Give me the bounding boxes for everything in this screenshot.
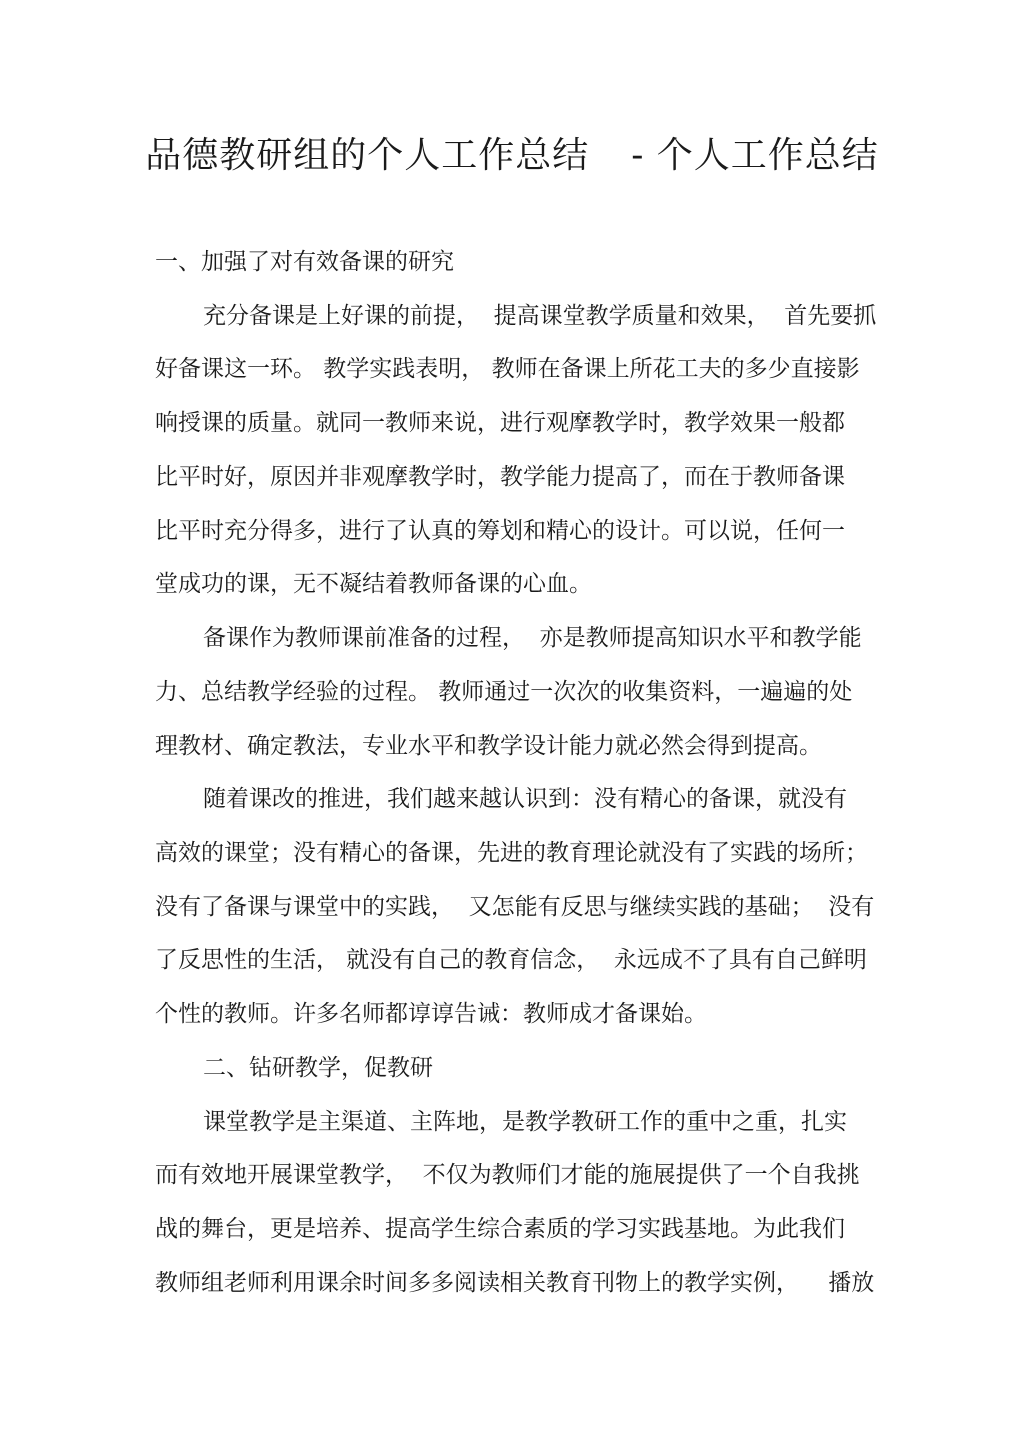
document-title bbox=[0, 128, 1024, 184]
section-heading-1: 一、加强了对有效备课的研究 bbox=[155, 249, 454, 275]
text-line: 好备课这一环。 教学实践表明， 教师在备课上所花工夫的多少直接影 bbox=[155, 356, 860, 382]
text-line: 没有了备课与课堂中的实践， 又怎能有反思与继续实践的基础； 没有 bbox=[155, 894, 875, 920]
text-line: 战的舞台，更是培养、提高学生综合素质的学习实践基地。为此我们 bbox=[155, 1216, 845, 1242]
text-line: 高效的课堂；没有精心的备课，先进的教育理论就没有了实践的场所； bbox=[155, 840, 868, 866]
text-line: 而有效地开展课堂教学， 不仅为教师们才能的施展提供了一个自我挑 bbox=[155, 1162, 860, 1188]
text-line: 比平时充分得多，进行了认真的筹划和精心的设计。可以说，任何一 bbox=[155, 518, 845, 544]
text-line: 教师组老师利用课余时间多多阅读相关教育刊物上的教学实例， 播放 bbox=[155, 1270, 875, 1296]
text-line: 随着课改的推进，我们越来越认识到：没有精心的备课，就没有 bbox=[203, 786, 847, 812]
title-main: 品德教研组的个人工作总结 bbox=[145, 135, 590, 176]
text-line: 力、总结教学经验的过程。 教师通过一次次的收集资料，一遍遍的处 bbox=[155, 679, 853, 705]
text-line: 比平时好，原因并非观摩教学时，教学能力提高了，而在于教师备课 bbox=[155, 464, 845, 490]
text-line: 了反思性的生活， 就没有自己的教育信念， 永远成不了具有自己鲜明 bbox=[155, 947, 867, 973]
text-line: 课堂教学是主渠道、主阵地，是教学教研工作的重中之重，扎实 bbox=[203, 1109, 847, 1135]
text-line: 备课作为教师课前准备的过程， 亦是教师提高知识水平和教学能 bbox=[203, 625, 862, 651]
section-heading-2: 二、钻研教学，促教研 bbox=[203, 1055, 433, 1081]
text-line: 堂成功的课，无不凝结着教师备课的心血。 bbox=[155, 571, 592, 597]
text-line: 充分备课是上好课的前提， 提高课堂教学质量和效果， 首先要抓 bbox=[203, 303, 877, 329]
title-sub: - 个人工作总结 bbox=[631, 135, 879, 176]
text-line: 个性的教师。许多名师都谆谆告诫：教师成才备课始。 bbox=[155, 1001, 707, 1027]
text-line: 理教材、确定教法，专业水平和教学设计能力就必然会得到提高。 bbox=[155, 733, 822, 759]
text-line: 响授课的质量。就同一教师来说，进行观摩教学时，教学效果一般都 bbox=[155, 410, 845, 436]
